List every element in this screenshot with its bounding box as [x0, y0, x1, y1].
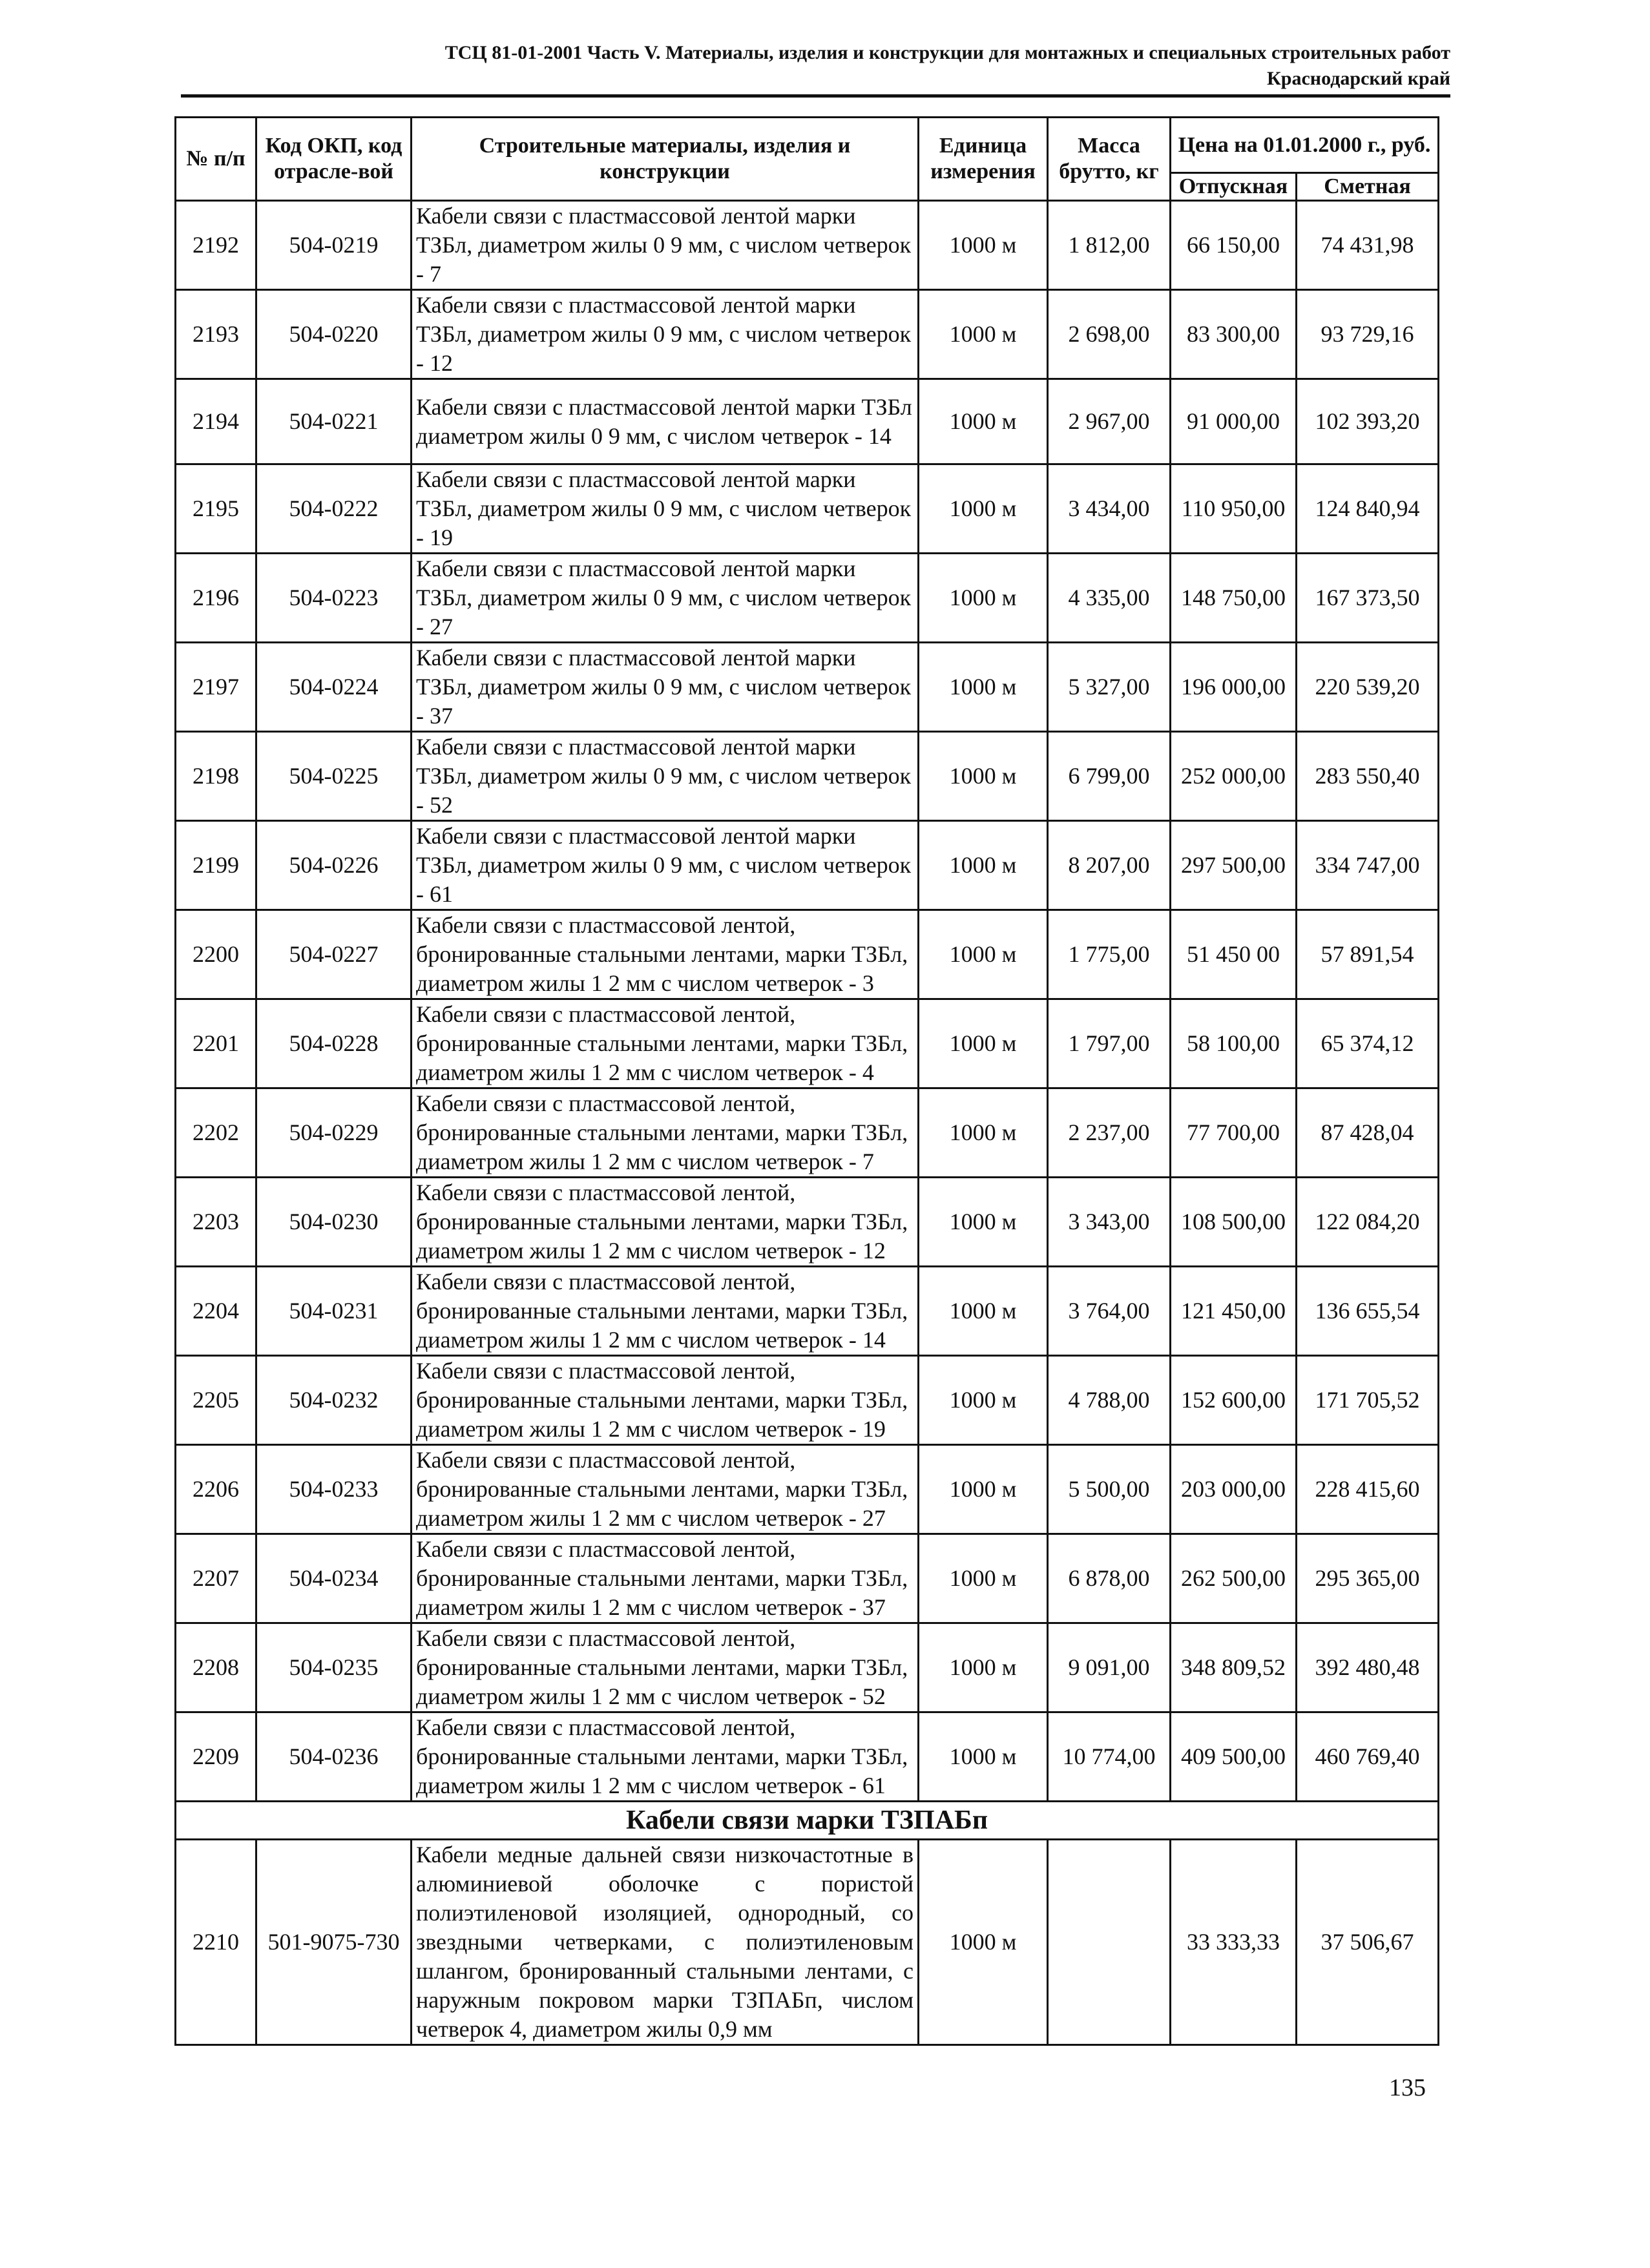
cell-num: 2209 [176, 1712, 256, 1802]
table-row [176, 379, 1439, 464]
cell-mass: 2 967,00 [1048, 379, 1171, 464]
cell-name: Кабели медные дальней связи низкочастотные в алюминиевой оболочке с пористой полиэтиленовой изоляцией, однородный, со звездными четверками, с полиэтиленовым шлангом, бронированный стальными лентами, с наружным покровом марки ТЗПАБп, числом четверок 4, диаметром жилы 0,9 мм [412, 1840, 919, 2045]
cell-code: 504-0226 [256, 821, 412, 910]
cell-num: 2193 [176, 290, 256, 379]
cell-code: 504-0222 [256, 464, 412, 554]
cell-price-estimate: 167 373,50 [1297, 554, 1439, 643]
table-row [176, 1267, 1439, 1356]
table-row [176, 1088, 1439, 1178]
cell-num: 2205 [176, 1356, 256, 1445]
cell-price-estimate: 93 729,16 [1297, 290, 1439, 379]
cell-name: Кабели связи с пластмассовой лентой, бронированные стальными лентами, марки ТЗБл, диаметром жилы 1 2 мм с числом четверок - 12 [412, 1178, 919, 1267]
cell-price-release: 110 950,00 [1171, 464, 1297, 554]
cell-price-estimate: 136 655,54 [1297, 1267, 1439, 1356]
cell-name: Кабели связи с пластмассовой лентой марки ТЗБл, диаметром жилы 0 9 мм, с числом четверок - 37 [412, 643, 919, 732]
cell-name: Кабели связи с пластмассовой лентой марки ТЗБл, диаметром жилы 0 9 мм, с числом четверок - 52 [412, 732, 919, 821]
cell-num: 2208 [176, 1623, 256, 1712]
cell-name: Кабели связи с пластмассовой лентой, бронированные стальными лентами, марки ТЗБл, диаметром жилы 1 2 мм с числом четверок - 27 [412, 1445, 919, 1534]
page-number: 135 [1389, 2074, 1426, 2101]
column-header-price-release: Отпускная [1171, 173, 1297, 201]
cell-code: 504-0223 [256, 554, 412, 643]
cell-mass: 10 774,00 [1048, 1712, 1171, 1802]
cell-mass: 3 434,00 [1048, 464, 1171, 554]
cell-mass: 5 327,00 [1048, 643, 1171, 732]
column-header-price-estimate: Сметная [1297, 173, 1439, 201]
cell-code: 504-0219 [256, 201, 412, 290]
cell-num: 2207 [176, 1534, 256, 1623]
column-header-price: Цена на 01.01.2000 г., руб. [1171, 118, 1439, 173]
cell-num: 2201 [176, 999, 256, 1088]
cell-price-estimate: 460 769,40 [1297, 1712, 1439, 1802]
column-header-num: № п/п [176, 118, 256, 201]
cell-unit: 1000 м [919, 1178, 1048, 1267]
column-header-mass: Масса брутто, кг [1048, 118, 1171, 201]
cell-num: 2202 [176, 1088, 256, 1178]
header-divider [181, 94, 1450, 98]
cell-code: 504-0220 [256, 290, 412, 379]
cell-mass: 1 775,00 [1048, 910, 1171, 999]
cell-price-estimate: 171 705,52 [1297, 1356, 1439, 1445]
cell-code: 504-0227 [256, 910, 412, 999]
cell-price-estimate: 102 393,20 [1297, 379, 1439, 464]
cell-num: 2210 [176, 1840, 256, 2045]
cell-code: 504-0230 [256, 1178, 412, 1267]
document-title: ТСЦ 81-01-2001 Часть V. Материалы, изделия и конструкции для монтажных и специальных строительных работ [444, 42, 1450, 63]
cell-mass: 8 207,00 [1048, 821, 1171, 910]
table-row [176, 732, 1439, 821]
cell-price-estimate: 228 415,60 [1297, 1445, 1439, 1534]
cell-price-release: 252 000,00 [1171, 732, 1297, 821]
table-body [176, 201, 1439, 1802]
cell-name: Кабели связи с пластмассовой лентой марки ТЗБл, диаметром жилы 0 9 мм, с числом четверок - 61 [412, 821, 919, 910]
cell-price-release: 108 500,00 [1171, 1178, 1297, 1267]
cell-unit: 1000 м [919, 732, 1048, 821]
region-name: Краснодарский край [1267, 68, 1450, 89]
cell-name: Кабели связи с пластмассовой лентой, бронированные стальными лентами, марки ТЗБл, диаметром жилы 1 2 мм с числом четверок - 4 [412, 999, 919, 1088]
cell-unit: 1000 м [919, 1356, 1048, 1445]
table-row [176, 999, 1439, 1088]
cell-num: 2194 [176, 379, 256, 464]
cell-code: 504-0233 [256, 1445, 412, 1534]
cell-code: 504-0236 [256, 1712, 412, 1802]
cell-mass: 1 797,00 [1048, 999, 1171, 1088]
cell-code: 504-0231 [256, 1267, 412, 1356]
cell-unit: 1000 м [919, 554, 1048, 643]
cell-price-release: 58 100,00 [1171, 999, 1297, 1088]
cell-price-release: 91 000,00 [1171, 379, 1297, 464]
cell-num: 2200 [176, 910, 256, 999]
cell-unit: 1000 м [919, 643, 1048, 732]
price-table [174, 116, 1439, 2046]
cell-unit: 1000 м [919, 201, 1048, 290]
cell-price-estimate: 87 428,04 [1297, 1088, 1439, 1178]
cell-code: 504-0235 [256, 1623, 412, 1712]
cell-unit: 1000 м [919, 1534, 1048, 1623]
cell-price-release: 409 500,00 [1171, 1712, 1297, 1802]
cell-price-estimate: 122 084,20 [1297, 1178, 1439, 1267]
cell-unit: 1000 м [919, 821, 1048, 910]
cell-num: 2197 [176, 643, 256, 732]
cell-num: 2203 [176, 1178, 256, 1267]
cell-price-release: 33 333,33 [1171, 1840, 1297, 2045]
cell-name: Кабели связи с пластмассовой лентой, бронированные стальными лентами, марки ТЗБл, диаметром жилы 1 2 мм с числом четверок - 14 [412, 1267, 919, 1356]
cell-price-estimate: 124 840,94 [1297, 464, 1439, 554]
cell-name: Кабели связи с пластмассовой лентой, бронированные стальными лентами, марки ТЗБл, диаметром жилы 1 2 мм с числом четверок - 61 [412, 1712, 919, 1802]
cell-unit: 1000 м [919, 910, 1048, 999]
table-row [176, 554, 1439, 643]
cell-price-release: 66 150,00 [1171, 201, 1297, 290]
cell-price-estimate: 220 539,20 [1297, 643, 1439, 732]
column-header-code: Код ОКП, код отрасле-вой [256, 118, 412, 201]
cell-num: 2196 [176, 554, 256, 643]
cell-unit: 1000 м [919, 999, 1048, 1088]
cell-name: Кабели связи с пластмассовой лентой марки ТЗБл, диаметром жилы 0 9 мм, с числом четверок - 19 [412, 464, 919, 554]
table-row [176, 1356, 1439, 1445]
section-title: Кабели связи марки ТЗПАБп [176, 1802, 1439, 1840]
table-row [176, 1178, 1439, 1267]
cell-unit: 1000 м [919, 1623, 1048, 1712]
cell-code: 501-9075-730 [256, 1840, 412, 2045]
cell-mass: 6 878,00 [1048, 1534, 1171, 1623]
cell-code: 504-0225 [256, 732, 412, 821]
page-header [181, 40, 1450, 92]
cell-price-release: 152 600,00 [1171, 1356, 1297, 1445]
cell-unit: 1000 м [919, 290, 1048, 379]
cell-unit: 1000 м [919, 1840, 1048, 2045]
cell-num: 2192 [176, 201, 256, 290]
cell-mass: 4 788,00 [1048, 1356, 1171, 1445]
cell-name: Кабели связи с пластмассовой лентой марки ТЗБл, диаметром жилы 0 9 мм, с числом четверок - 7 [412, 201, 919, 290]
cell-num: 2198 [176, 732, 256, 821]
cell-num: 2206 [176, 1445, 256, 1534]
cell-unit: 1000 м [919, 1267, 1048, 1356]
table-row [176, 643, 1439, 732]
cell-unit: 1000 м [919, 1088, 1048, 1178]
cell-code: 504-0228 [256, 999, 412, 1088]
cell-price-release: 262 500,00 [1171, 1534, 1297, 1623]
cell-price-estimate: 295 365,00 [1297, 1534, 1439, 1623]
cell-name: Кабели связи с пластмассовой лентой марки ТЗБл диаметром жилы 0 9 мм, с числом четверок - 14 [412, 379, 919, 464]
cell-mass: 3 343,00 [1048, 1178, 1171, 1267]
cell-code: 504-0229 [256, 1088, 412, 1178]
cell-num: 2195 [176, 464, 256, 554]
cell-num: 2204 [176, 1267, 256, 1356]
table-row [176, 1623, 1439, 1712]
cell-price-release: 148 750,00 [1171, 554, 1297, 643]
cell-mass: 5 500,00 [1048, 1445, 1171, 1534]
cell-name: Кабели связи с пластмассовой лентой, бронированные стальными лентами, марки ТЗБл, диаметром жилы 1 2 мм с числом четверок - 7 [412, 1088, 919, 1178]
cell-price-release: 51 450 00 [1171, 910, 1297, 999]
cell-price-estimate: 392 480,48 [1297, 1623, 1439, 1712]
cell-price-estimate: 57 891,54 [1297, 910, 1439, 999]
cell-code: 504-0224 [256, 643, 412, 732]
table-row [176, 290, 1439, 379]
column-header-name: Строительные материалы, изделия и конструкции [412, 118, 919, 201]
cell-name: Кабели связи с пластмассовой лентой, бронированные стальными лентами, марки ТЗБл, диаметром жилы 1 2 мм с числом четверок - 19 [412, 1356, 919, 1445]
cell-price-release: 196 000,00 [1171, 643, 1297, 732]
cell-code: 504-0221 [256, 379, 412, 464]
cell-mass: 9 091,00 [1048, 1623, 1171, 1712]
cell-unit: 1000 м [919, 1712, 1048, 1802]
table-row [176, 1712, 1439, 1802]
cell-price-release: 121 450,00 [1171, 1267, 1297, 1356]
cell-price-estimate: 74 431,98 [1297, 201, 1439, 290]
table-row [176, 1445, 1439, 1534]
table-row [176, 910, 1439, 999]
cell-mass: 1 812,00 [1048, 201, 1171, 290]
cell-price-release: 77 700,00 [1171, 1088, 1297, 1178]
cell-price-release: 83 300,00 [1171, 290, 1297, 379]
table-row [176, 464, 1439, 554]
cell-mass: 2 237,00 [1048, 1088, 1171, 1178]
cell-unit: 1000 м [919, 464, 1048, 554]
table-row [176, 821, 1439, 910]
cell-code: 504-0232 [256, 1356, 412, 1445]
cell-unit: 1000 м [919, 379, 1048, 464]
column-header-unit: Единица измерения [919, 118, 1048, 201]
table-row [176, 201, 1439, 290]
cell-price-estimate: 283 550,40 [1297, 732, 1439, 821]
cell-price-estimate: 334 747,00 [1297, 821, 1439, 910]
cell-price-estimate: 65 374,12 [1297, 999, 1439, 1088]
cell-mass [1048, 1840, 1171, 2045]
cell-code: 504-0234 [256, 1534, 412, 1623]
table-row [176, 1534, 1439, 1623]
cell-name: Кабели связи с пластмассовой лентой, бронированные стальными лентами, марки ТЗБл, диаметром жилы 1 2 мм с числом четверок - 52 [412, 1623, 919, 1712]
cell-price-release: 203 000,00 [1171, 1445, 1297, 1534]
cell-name: Кабели связи с пластмассовой лентой марки ТЗБл, диаметром жилы 0 9 мм, с числом четверок - 12 [412, 290, 919, 379]
cell-num: 2199 [176, 821, 256, 910]
cell-price-release: 297 500,00 [1171, 821, 1297, 910]
cell-unit: 1000 м [919, 1445, 1048, 1534]
cell-name: Кабели связи с пластмассовой лентой марки ТЗБл, диаметром жилы 0 9 мм, с числом четверок - 27 [412, 554, 919, 643]
cell-mass: 6 799,00 [1048, 732, 1171, 821]
cell-price-estimate: 37 506,67 [1297, 1840, 1439, 2045]
cell-mass: 4 335,00 [1048, 554, 1171, 643]
cell-mass: 3 764,00 [1048, 1267, 1171, 1356]
cell-name: Кабели связи с пластмассовой лентой, бронированные стальными лентами, марки ТЗБл, диаметром жилы 1 2 мм с числом четверок - 37 [412, 1534, 919, 1623]
cell-price-release: 348 809,52 [1171, 1623, 1297, 1712]
cell-name: Кабели связи с пластмассовой лентой, бронированные стальными лентами, марки ТЗБл, диаметром жилы 1 2 мм с числом четверок - 3 [412, 910, 919, 999]
cell-mass: 2 698,00 [1048, 290, 1171, 379]
